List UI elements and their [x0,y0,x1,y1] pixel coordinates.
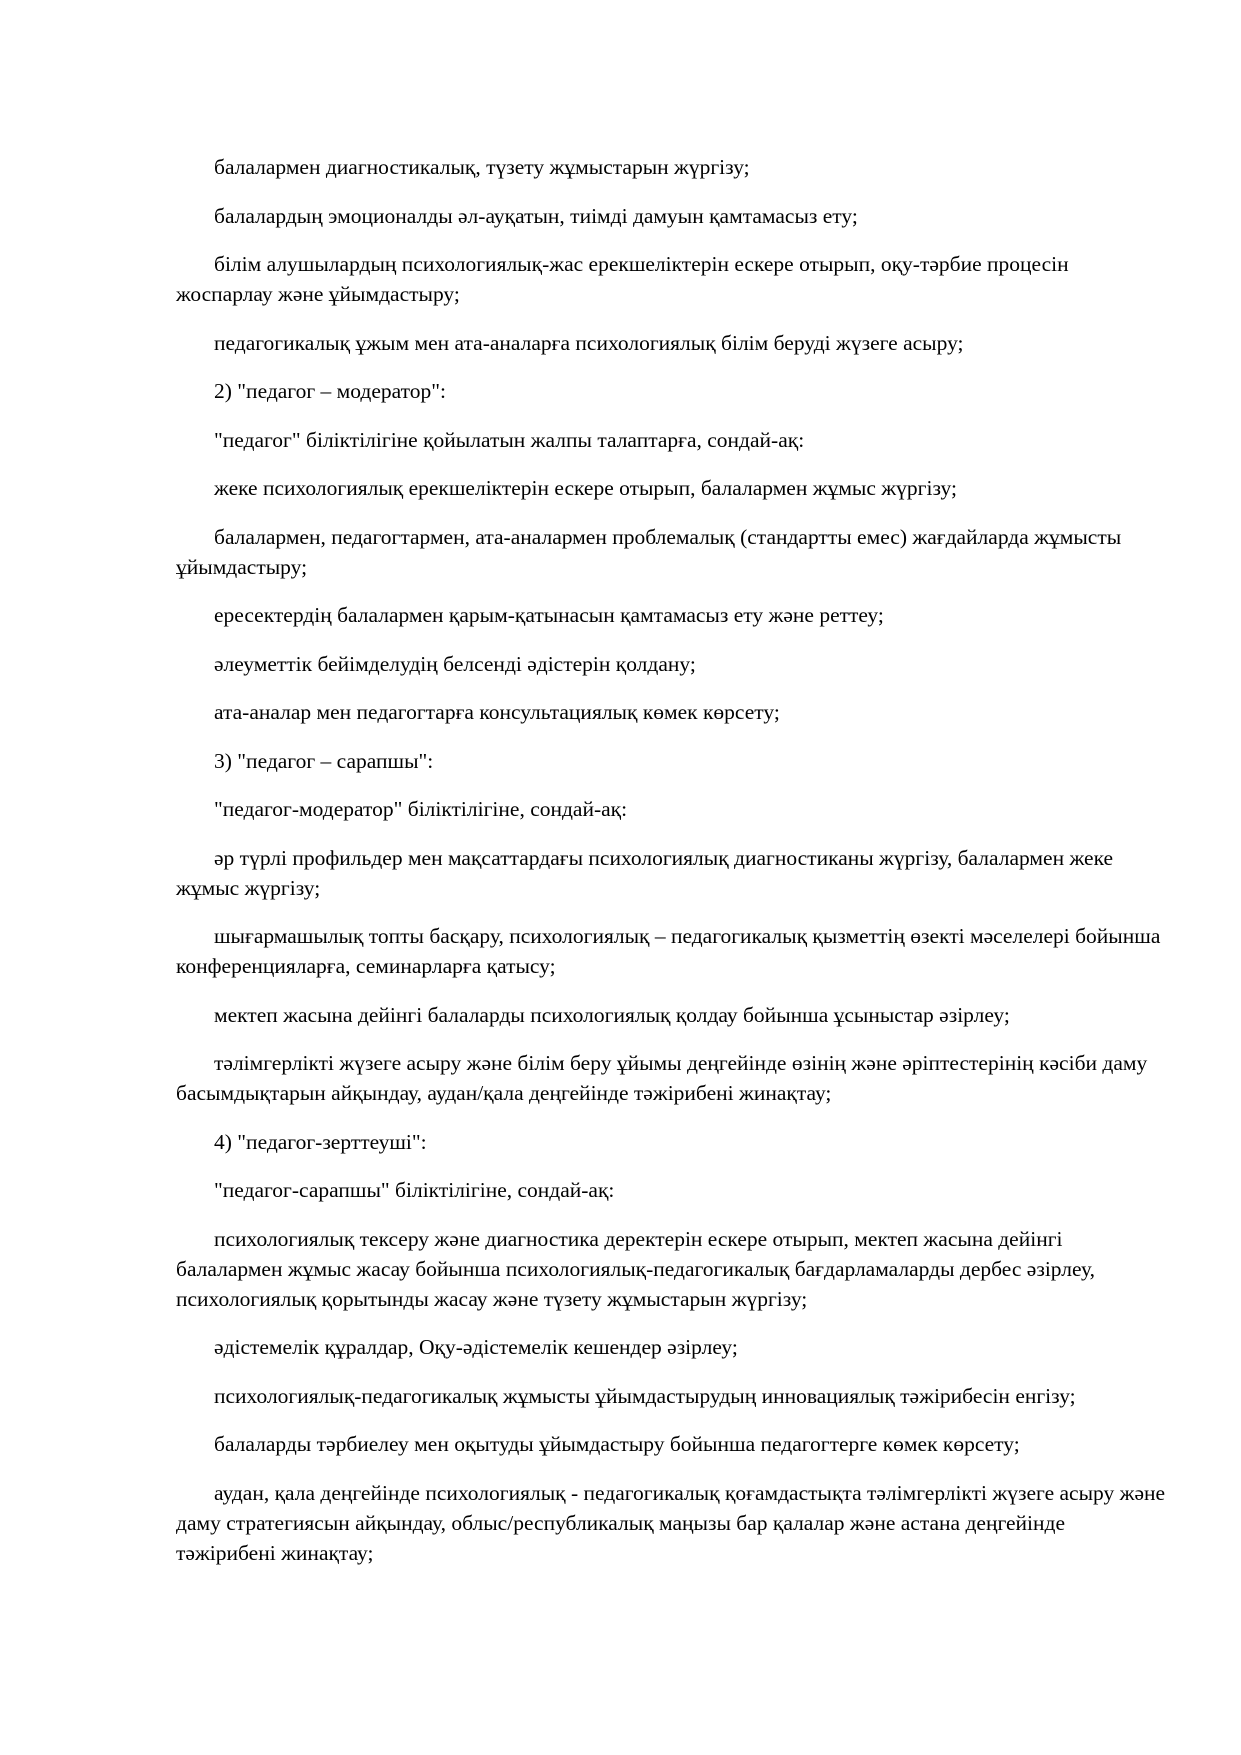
paragraph: әр түрлі профильдер мен мақсаттардағы психологиялық диагностиканы жүргізу, балалармен жеке жұмыс жүргізу; [176,845,1114,900]
paragraph: ата-аналар мен педагогтарға консультациялық көмек көрсету; [214,700,780,724]
paragraph: тәлімгерлікті жүзеге асыру және білім беру ұйымы деңгейінде өзінің және әріптестерінің кәсіби даму басымдықтарын айқындау, аудан/қала деңгейінде тәжірибені жинақтау; [176,1051,1148,1105]
section-heading-researcher: 4) "педагог-зерттеуші": [214,1129,427,1154]
paragraph: "педагог-сарапшы" біліктілігіне, сондай-ақ: [214,1178,615,1202]
paragraph: психологиялық-педагогикалық жұмысты ұйымдастырудың инновациялық тәжірибесін енгізу; [214,1383,1076,1408]
document-page [176,152,1166,1586]
paragraph: шығармашылық топты басқару, психологиялық – педагогикалық қызметтің өзекті мәселелері бойынша конференцияларға, семинарларға қатысу; [176,924,1161,978]
paragraph: әлеуметтік бейімделудің белсенді әдістерін қолдану; [214,651,696,676]
paragraph: психологиялық тексеру және диагностика деректерін ескере отырып, мектеп жасына дейінгі балалармен жұмыс жасау бойынша психологиялық-педагогикалық бағдарламаларды дербес әзірлеу, психологиялық қорытынды жасау және түзету жұмыстарын жүргізу; [176,1226,1095,1311]
section-heading-expert: 3) "педагог – сарапшы": [214,748,434,773]
paragraph: педагогикалық ұжым мен ата-аналарға психологиялық білім беруді жүзеге асыру; [214,330,964,355]
paragraph: білім алушылардың психологиялық-жас ерекшеліктерін ескере отырып, оқу-тәрбие процесін жоспарлау және ұйымдастыру; [176,252,1069,306]
paragraph: жеке психологиялық ерекшеліктерін ескере отырып, балалармен жұмыс жүргізу; [214,476,957,500]
paragraph: балалармен, педагогтармен, ата-аналармен проблемалық (стандартты емес) жағдайларда жұмысты ұйымдастыру; [176,524,1122,579]
paragraph: әдістемелік құралдар, Оқу-әдістемелік кешендер әзірлеу; [214,1335,738,1359]
paragraph: балалардың эмоционалды әл-ауқатын, тиімді дамуын қамтамасыз ету; [214,203,858,228]
section-heading-moderator: 2) "педагог – модератор": [214,379,446,403]
paragraph: аудан, қала деңгейінде психологиялық - педагогикалық қоғамдастықта тәлімгерлікті жүзеге асыру және даму стратегиясын айқындау, облыс/республикалық маңызы бар қалалар және астана деңгейінде тәжірибені жинақтау; [176,1480,1166,1565]
paragraph: "педагог" біліктілігіне қойылатын жалпы талаптарға, сондай-ақ: [214,427,805,452]
paragraph: мектеп жасына дейінгі балаларды психологиялық қолдау бойынша ұсыныстар әзірлеу; [214,1002,1010,1027]
paragraph: балаларды тәрбиелеу мен оқытуды ұйымдастыру бойынша педагогтерге көмек көрсету; [214,1432,1020,1456]
paragraph: балалармен диагностикалық, түзету жұмыстарын жүргізу; [214,155,750,179]
paragraph: ересектердің балалармен қарым-қатынасын қамтамасыз ету және реттеу; [214,603,884,627]
paragraph: "педагог-модератор" біліктілігіне, сондай-ақ: [214,797,628,821]
